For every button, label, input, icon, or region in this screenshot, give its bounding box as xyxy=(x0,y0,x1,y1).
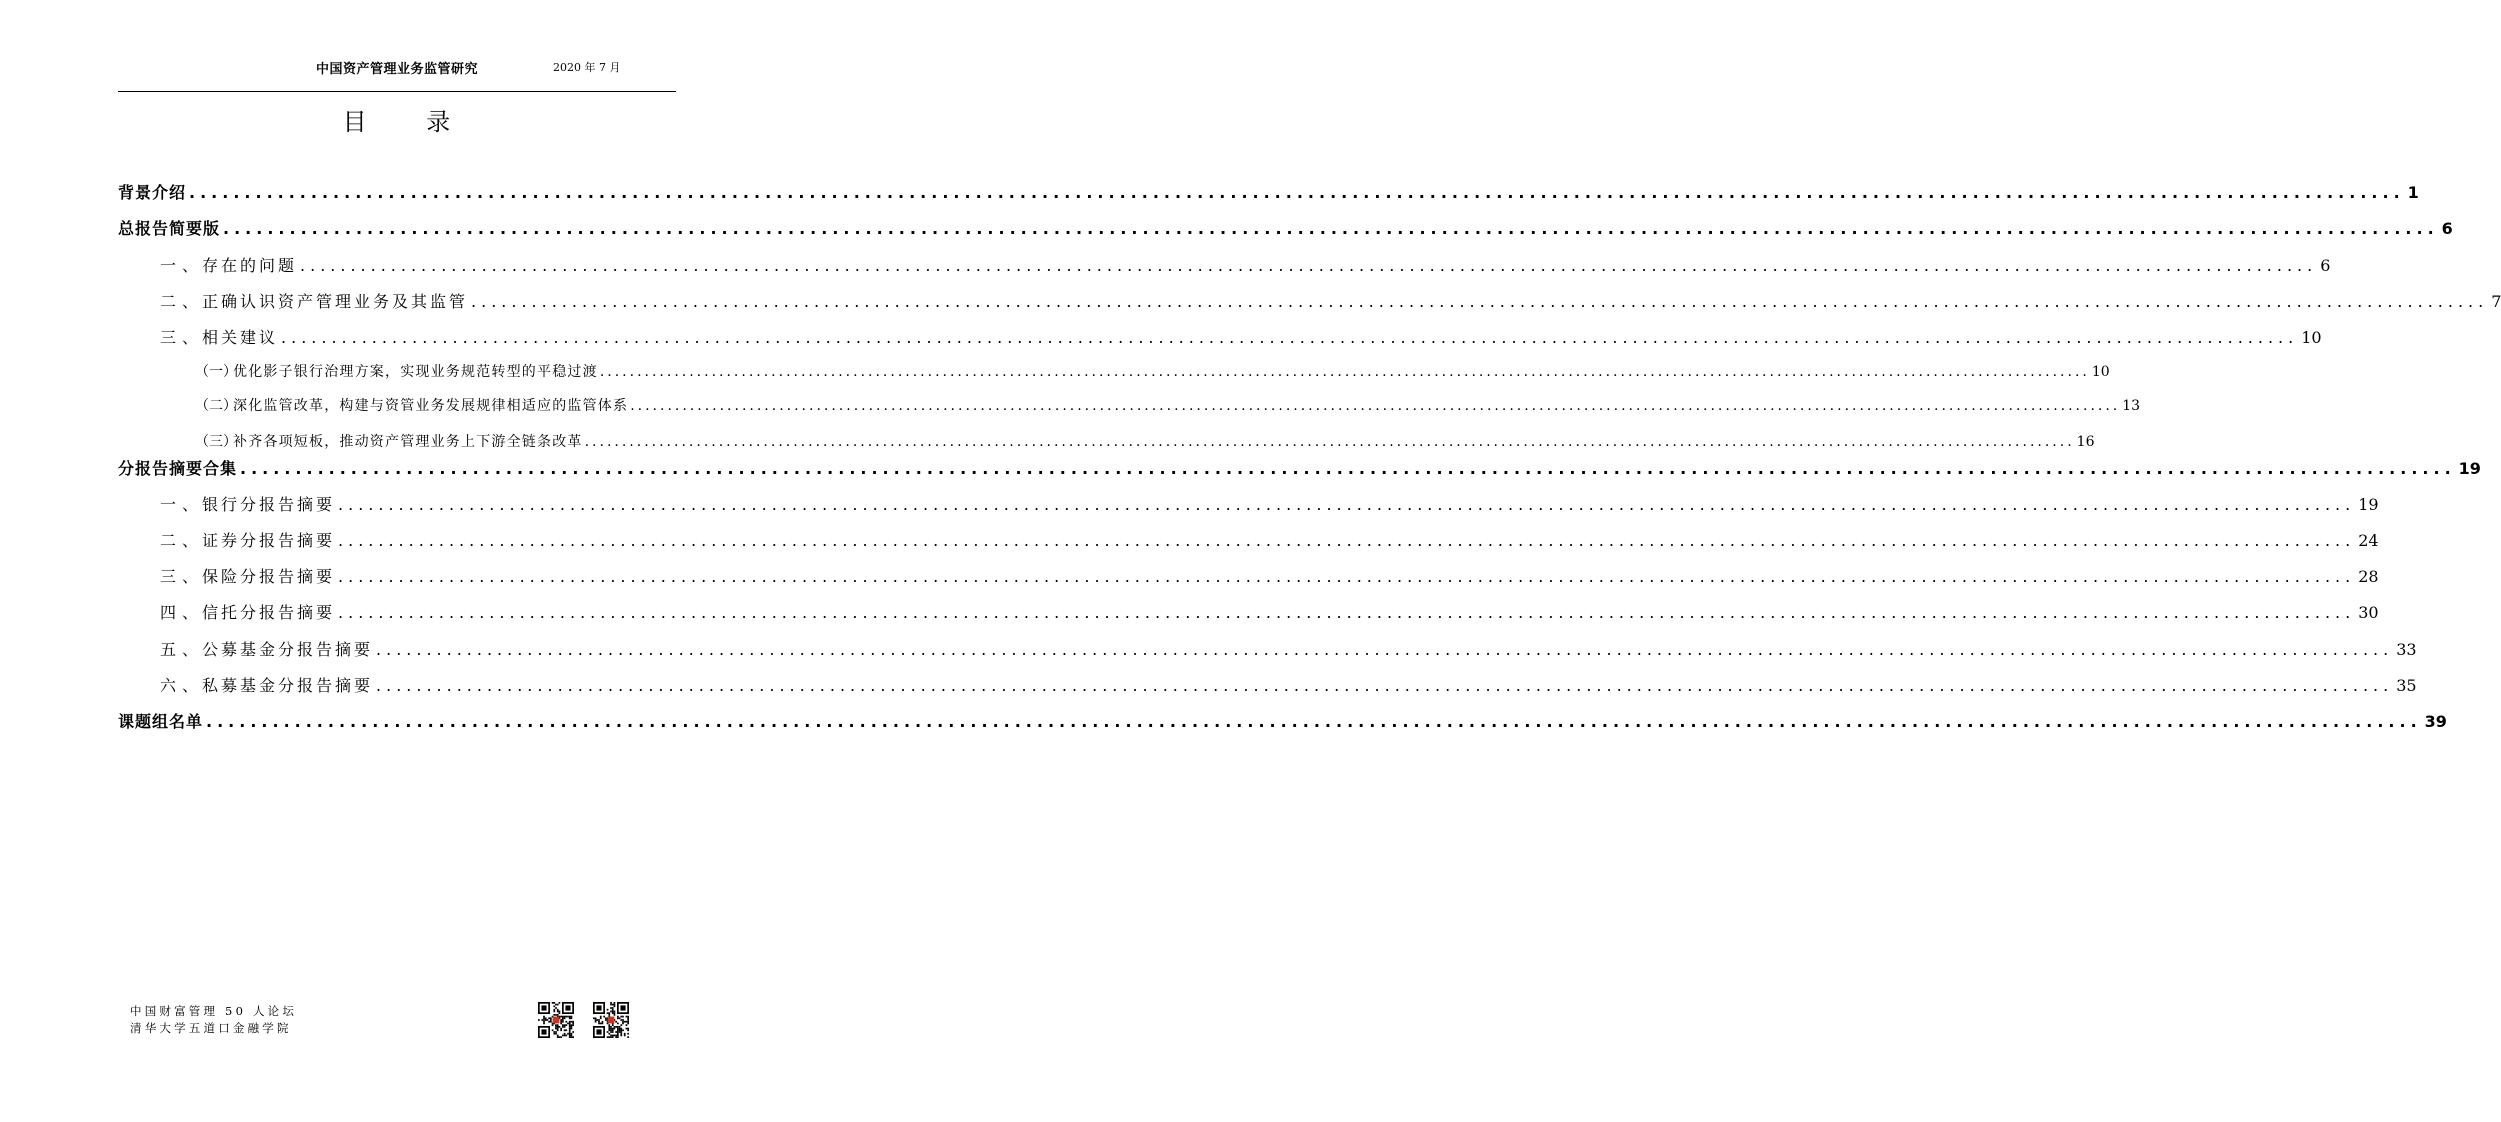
toc-dot-leader: ........................................................................................................................................................................................................ xyxy=(338,603,2356,622)
toc-entry-number: 三、 xyxy=(160,328,205,347)
toc-dot-leader: ........................................................................................................................................................................................................ xyxy=(300,256,2318,275)
toc-entry-page: 1 xyxy=(2407,183,2419,202)
toc-entry[interactable] xyxy=(160,637,2417,663)
toc-dot-leader: ........................................................................................................................................................................................................ xyxy=(240,459,2456,478)
toc-entry-page: 33 xyxy=(2396,640,2417,659)
toc-entry[interactable] xyxy=(195,431,2095,457)
toc-entry[interactable] xyxy=(160,325,2322,351)
toc-entry-title: 分报告摘要合集 xyxy=(118,459,238,478)
toc-dot-leader: ........................................................................................................................................................................................................ xyxy=(189,183,2405,202)
toc-entry-title: 银行分报告摘要 xyxy=(202,495,336,514)
toc-entry-title: 证券分报告摘要 xyxy=(202,531,336,550)
toc-entry-title: 正确认识资产管理业务及其监管 xyxy=(202,292,469,311)
toc-entry-number: （二） xyxy=(195,398,237,414)
toc-dot-leader: ........................................................................................................................................................................................................ xyxy=(338,531,2356,550)
toc-entry[interactable] xyxy=(160,289,2501,315)
toc-dot-leader: ........................................................................................................................................................................................................ xyxy=(376,676,2394,695)
toc-entry-page: 7 xyxy=(2491,292,2501,311)
toc-entry-page: 6 xyxy=(2320,256,2331,275)
qr-code-icon xyxy=(593,1002,629,1038)
toc-title: 目 录 xyxy=(342,108,477,136)
toc-entry-page: 19 xyxy=(2458,459,2481,478)
toc-dot-leader: ........................................................................................................................................................................................................ xyxy=(376,640,2394,659)
footer-line: 清华大学五道口金融学院 xyxy=(130,1021,292,1035)
toc-entry-title: 课题组名单 xyxy=(118,712,204,731)
header-divider xyxy=(118,91,676,92)
toc-entry-title: 优化影子银行治理方案，实现业务规范转型的平稳过渡 xyxy=(233,364,598,380)
toc-entry[interactable] xyxy=(160,600,2379,626)
toc-dot-leader: ........................................................................................................................................................................................................ xyxy=(584,434,2075,450)
toc-entry-number: （一） xyxy=(195,364,237,380)
toc-entry-page: 24 xyxy=(2358,531,2379,550)
toc-entry-number: 五、 xyxy=(160,640,205,659)
toc-entry-page: 16 xyxy=(2076,434,2095,450)
toc-dot-leader: ........................................................................................................................................................................................................ xyxy=(206,712,2422,731)
toc-dot-leader: ........................................................................................................................................................................................................ xyxy=(338,567,2356,586)
toc-entry-title: 深化监管改革，构建与资管业务发展规律相适应的监管体系 xyxy=(233,398,629,414)
toc-entry[interactable] xyxy=(160,673,2417,699)
toc-entry-page: 13 xyxy=(2122,398,2141,414)
header-title: 中国资产管理业务监管研究 xyxy=(316,62,479,77)
toc-entry-number: 四、 xyxy=(160,603,205,622)
toc-dot-leader: ........................................................................................................................................................................................................ xyxy=(281,328,2299,347)
toc-entry-number: 六、 xyxy=(160,676,205,695)
footer-org xyxy=(130,1003,297,1037)
toc-entry[interactable] xyxy=(118,216,2453,242)
toc-entry[interactable] xyxy=(160,564,2379,590)
toc-dot-leader: ........................................................................................................................................................................................................ xyxy=(599,364,2090,380)
toc-entry-page: 30 xyxy=(2358,603,2379,622)
toc-entry-title: 私募基金分报告摘要 xyxy=(202,676,374,695)
footer-line: 中国财富管理 50 人论坛 xyxy=(130,1004,298,1018)
toc-dot-leader: ........................................................................................................................................................................................................ xyxy=(338,495,2356,514)
toc-entry-number: 一、 xyxy=(160,495,205,514)
toc-entry-title: 保险分报告摘要 xyxy=(202,567,336,586)
toc-entry[interactable] xyxy=(118,456,2481,482)
toc-entry-number: 二、 xyxy=(160,292,205,311)
toc-entry[interactable] xyxy=(195,395,2141,421)
toc-entry-page: 28 xyxy=(2358,567,2379,586)
toc-dot-leader: ........................................................................................................................................................................................................ xyxy=(223,219,2439,238)
toc-entry-page: 10 xyxy=(2301,328,2322,347)
toc-entry[interactable] xyxy=(160,528,2379,554)
toc-entry-page: 6 xyxy=(2441,219,2453,238)
toc-entry[interactable] xyxy=(195,361,2110,387)
toc-entry-title: 背景介绍 xyxy=(118,183,187,202)
toc-entry[interactable] xyxy=(160,253,2331,279)
toc-entry-number: 三、 xyxy=(160,567,205,586)
toc-entry[interactable] xyxy=(118,180,2419,206)
qr-code-icon xyxy=(538,1002,574,1038)
toc-entry-number: 一、 xyxy=(160,256,205,275)
toc-entry-page: 10 xyxy=(2091,364,2110,380)
toc-entry-title: 相关建议 xyxy=(202,328,279,347)
toc-dot-leader: ........................................................................................................................................................................................................ xyxy=(630,398,2121,414)
toc-entry-page: 19 xyxy=(2358,495,2379,514)
toc-entry-title: 信托分报告摘要 xyxy=(202,603,336,622)
toc-entry[interactable] xyxy=(118,709,2447,735)
toc-entry-title: 总报告简要版 xyxy=(118,219,221,238)
toc-entry-number: （三） xyxy=(195,434,237,450)
header-date: 2020 年 7 月 xyxy=(553,61,621,74)
toc-entry[interactable] xyxy=(160,492,2379,518)
toc-entry-number: 二、 xyxy=(160,531,205,550)
toc-entry-page: 35 xyxy=(2396,676,2417,695)
toc-entry-page: 39 xyxy=(2424,712,2447,731)
toc-entry-title: 补齐各项短板，推动资产管理业务上下游全链条改革 xyxy=(233,434,583,450)
toc-entry-title: 公募基金分报告摘要 xyxy=(202,640,374,659)
toc-entry-title: 存在的问题 xyxy=(202,256,298,275)
toc-dot-leader: ........................................................................................................................................................................................................ xyxy=(471,292,2489,311)
